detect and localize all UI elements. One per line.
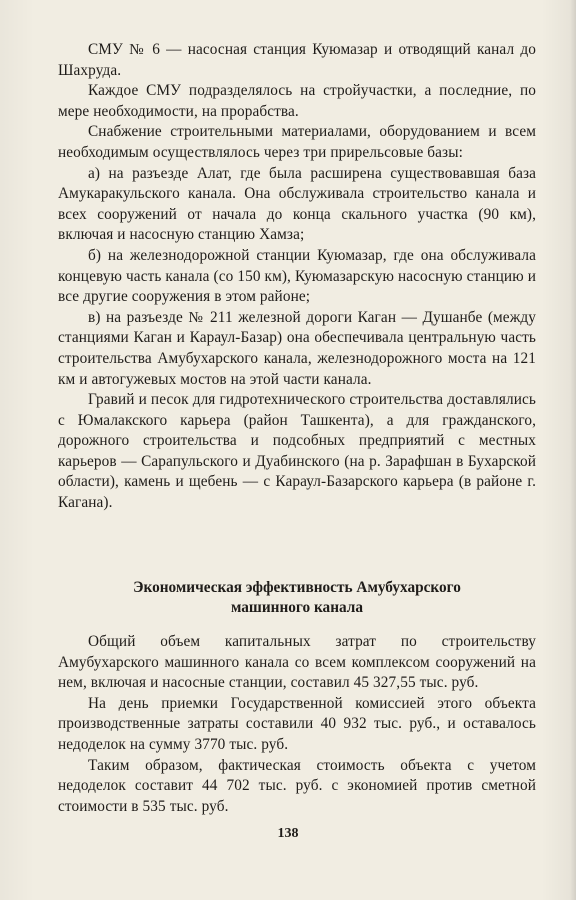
section-body-text bbox=[58, 632, 536, 817]
paragraph-base-alat: а) на разъезде Алат, где была расширена существовавшая база Амукаракульского канала. Она обслуживала строительство канала и всех сооружений от начала до конца скального участка (90 км), включая и насосную станцию Хамза; bbox=[58, 164, 536, 244]
paragraph-base-kuyumazar: б) на железнодорожной станции Куюмазар, где она обслуживала концевую часть канала (со 150 км), Куюмазарскую насосную станцию и все другие сооружения в этом районе; bbox=[58, 246, 536, 306]
paragraph-acceptance: На день приемки Государственной комиссией этого объекта производственные затраты составили 40 932 тыс. руб., и оставалось недоделок на сумму 3770 тыс. руб. bbox=[58, 694, 536, 753]
section-heading bbox=[58, 578, 536, 618]
paragraph-capital-costs: Общий объем капитальных затрат по строительству Амубухарского машинного канала со всем комплексом сооружений на нем, включая и насосные станции, составил 45 327,55 тыс. руб. bbox=[58, 633, 536, 692]
paragraph-gravel-sand: Гравий и песок для гидротехнического строительства доставлялись с Юмалакского карьера (район Ташкента), а для гражданского, дорожного строительства и подсобных предприятий с местных карьеров — Сарапульского и Дуабинского (на р. Зарафшан в Бухарской области), камень и щебень — с Караул-Базарского карьера (в районе г. Кагана). bbox=[58, 391, 536, 512]
paragraph-base-211: в) на разъезде № 211 железной дороги Каган — Душанбе (между станциями Каган и Караул-Базар) она обеспечивала центральную часть строительства Амубухарского канала, железнодорожного моста на 121 км и автогужевых мостов на этой части канала. bbox=[58, 308, 536, 388]
paragraph-actual-cost: Таким образом, фактическая стоимость объекта с учетом недоделок составит 44 702 тыс. руб. с экономией против сметной стоимости в 535 тыс. руб. bbox=[58, 756, 536, 815]
body-text bbox=[58, 40, 536, 514]
paragraph-smu-structure: Каждое СМУ подразделялось на стройучастки, а последние, по мере необходимости, на прорабства. bbox=[58, 82, 536, 120]
section-heading-line-1: Экономическая эффективность Амубухарского bbox=[133, 579, 461, 596]
page-number: 138 bbox=[277, 826, 299, 841]
page-edge-shadow bbox=[570, 0, 576, 900]
section-heading-line-2: машинного канала bbox=[230, 599, 364, 616]
paragraph-smu6: СМУ № 6 — насосная станция Куюмазар и отводящий канал до Шахруда. bbox=[58, 41, 536, 79]
paragraph-supply: Снабжение строительными материалами, оборудованием и всем необходимым осуществлялось через три прирельсовые базы: bbox=[58, 123, 536, 161]
